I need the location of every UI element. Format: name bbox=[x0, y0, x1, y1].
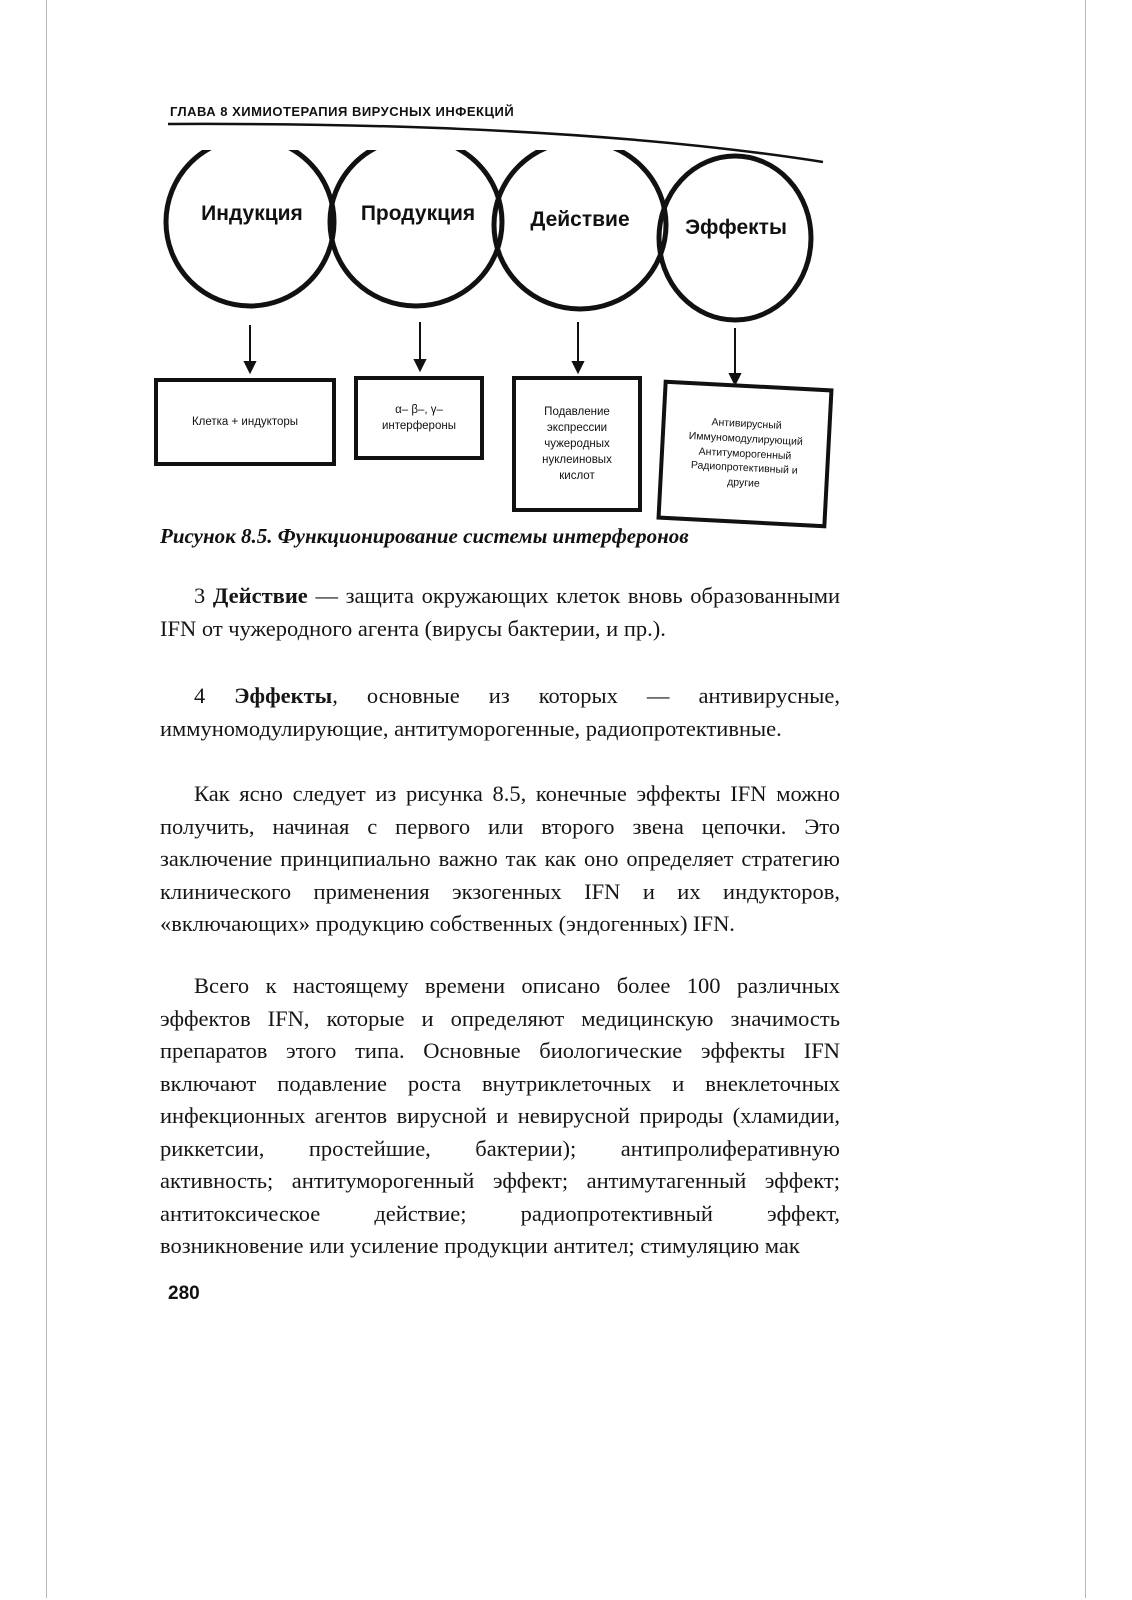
result-box-4 bbox=[656, 380, 833, 529]
circle-induction bbox=[166, 150, 334, 306]
paragraph-1: 3 Действие — защита окружающих клеток вновь образованными IFN от чужеродного агента (вирусы бактерии, и пр.). bbox=[160, 583, 841, 641]
result-text-4: Антивирусный Иммуномодулирующий Антитуморогенный Радиопротективный и другие bbox=[688, 416, 804, 490]
paragraph-4: Всего к настоящему времени описано более 100 различных эффектов IFN, которые и определяют медицинскую значимость препаратов этого типа. Основные биологические эффекты IFN включают подавление роста внутриклеточных и внеклеточных инфекционных агентов вирусной и невирусной природы (хламидии, риккетсии, простейшие, бактерии); антипролиферативную активность; антитуморогенный эффект; антимутагенный эффект; антитоксическое действие; радиопротективный эффект, возникновение или усиление продукции антител; стимуляцию мак bbox=[160, 973, 840, 1258]
page-number: 280 bbox=[168, 1283, 200, 1304]
paragraph-2: 4 Эффекты, основные из которых — антивирусные, иммуномодулирующие, антитуморогенные, радиопротективные. bbox=[160, 683, 840, 741]
result-text-2: α– β–, γ– интерфероны bbox=[382, 403, 456, 432]
result-text-1: Клетка + индукторы bbox=[191, 415, 299, 428]
stage-label-4: Эффекты bbox=[685, 216, 787, 239]
stage-label-3: Действие bbox=[530, 208, 630, 231]
interferon-diagram bbox=[150, 150, 850, 550]
result-box-3 bbox=[512, 376, 642, 512]
result-box-1 bbox=[154, 378, 336, 466]
paragraph-3: Как ясно следует из рисунка 8.5, конечные эффекты IFN можно получить, начиная с первого или второго звена цепочки. Это заключение принципиально важно так как оно определяет стратегию клинического применения экзогенных IFN и их индукторов, «включающих» продукцию собственных (эндогенных) IFN. bbox=[160, 781, 840, 936]
result-text-3: Подавление экспрессии чужеродных нуклеиновых кислот bbox=[542, 405, 612, 483]
circle-production bbox=[330, 150, 502, 306]
stage-label-2: Продукция bbox=[360, 202, 476, 225]
result-box-2 bbox=[354, 376, 484, 460]
figure-caption: Рисунок 8.5. Функционирование системы интерферонов bbox=[160, 524, 689, 548]
stage-label-1: Индукция bbox=[201, 202, 303, 225]
running-head: ГЛАВА 8 ХИМИОТЕРАПИЯ ВИРУСНЫХ ИНФЕКЦИЙ bbox=[170, 104, 515, 119]
